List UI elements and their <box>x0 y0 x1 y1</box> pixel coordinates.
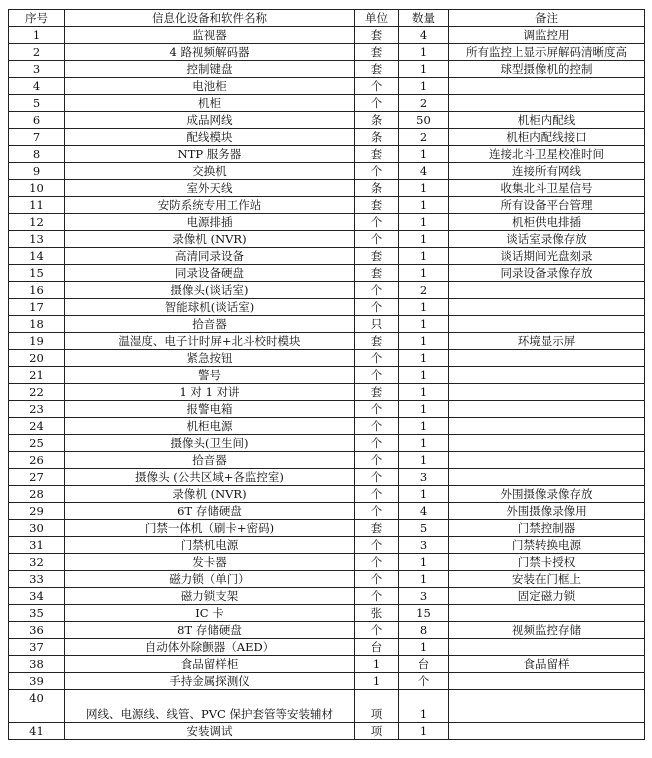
cell-name: 报警电箱 <box>65 401 355 418</box>
cell-quantity: 1 <box>399 214 449 231</box>
cell-index: 24 <box>9 418 65 435</box>
cell-name: 安装调试 <box>65 723 355 740</box>
cell-remarks: 收集北斗卫星信号 <box>449 180 645 197</box>
cell-unit: 套 <box>355 333 399 350</box>
table-row <box>9 605 645 622</box>
cell-quantity: 1 <box>399 723 449 740</box>
cell-unit: 个 <box>355 231 399 248</box>
cell-index: 30 <box>9 520 65 537</box>
cell-index: 13 <box>9 231 65 248</box>
cell-remarks: 食品留样 <box>449 656 645 673</box>
cell-remarks <box>449 723 645 740</box>
cell-quantity: 3 <box>399 588 449 605</box>
cell-unit: 个 <box>355 503 399 520</box>
cell-index: 1 <box>9 27 65 44</box>
cell-name: NTP 服务器 <box>65 146 355 163</box>
cell-unit: 个 <box>355 367 399 384</box>
cell-remarks: 机柜内配线接口 <box>449 129 645 146</box>
cell-unit: 个 <box>355 622 399 639</box>
cell-index: 16 <box>9 282 65 299</box>
cell-remarks <box>449 299 645 316</box>
cell-index: 31 <box>9 537 65 554</box>
table-row <box>9 265 645 282</box>
cell-quantity: 1 <box>399 265 449 282</box>
cell-quantity: 1 <box>399 571 449 588</box>
cell-quantity: 1 <box>399 435 449 452</box>
cell-unit: 条 <box>355 180 399 197</box>
cell-remarks: 谈话期间光盘刻录 <box>449 248 645 265</box>
cell-index: 37 <box>9 639 65 656</box>
cell-quantity: 1 <box>399 316 449 333</box>
cell-remarks <box>449 469 645 486</box>
cell-remarks <box>449 639 645 656</box>
cell-index: 19 <box>9 333 65 350</box>
cell-index: 3 <box>9 61 65 78</box>
cell-unit: 个 <box>355 469 399 486</box>
cell-index: 26 <box>9 452 65 469</box>
cell-unit: 1 <box>355 656 399 673</box>
cell-name: 自动体外除颤器（AED） <box>65 639 355 656</box>
table-row <box>9 401 645 418</box>
cell-name: 拾音器 <box>65 316 355 333</box>
table-row <box>9 469 645 486</box>
cell-quantity: 4 <box>399 27 449 44</box>
cell-quantity: 1 <box>399 180 449 197</box>
cell-unit: 个 <box>355 571 399 588</box>
cell-remarks: 固定磁力锁 <box>449 588 645 605</box>
table-row <box>9 690 645 723</box>
cell-unit: 个 <box>355 588 399 605</box>
cell-remarks: 门禁卡授权 <box>449 554 645 571</box>
table-row <box>9 639 645 656</box>
cell-unit: 套 <box>355 146 399 163</box>
cell-index: 18 <box>9 316 65 333</box>
cell-unit: 套 <box>355 520 399 537</box>
table-row <box>9 622 645 639</box>
cell-index: 36 <box>9 622 65 639</box>
cell-quantity: 1 <box>399 384 449 401</box>
cell-remarks: 机柜供电排插 <box>449 214 645 231</box>
cell-quantity: 4 <box>399 163 449 180</box>
cell-unit: 条 <box>355 129 399 146</box>
cell-unit: 个 <box>355 537 399 554</box>
cell-quantity: 2 <box>399 129 449 146</box>
cell-index: 17 <box>9 299 65 316</box>
table-row <box>9 299 645 316</box>
cell-index: 6 <box>9 112 65 129</box>
cell-name: 电池柜 <box>65 78 355 95</box>
cell-name: 食品留样柜 <box>65 656 355 673</box>
cell-quantity: 3 <box>399 537 449 554</box>
cell-unit: 项 <box>355 723 399 740</box>
table-row <box>9 588 645 605</box>
cell-remarks <box>449 435 645 452</box>
cell-remarks <box>449 401 645 418</box>
cell-quantity: 个 <box>399 673 449 690</box>
cell-index: 41 <box>9 723 65 740</box>
cell-remarks: 球型摄像机的控制 <box>449 61 645 78</box>
cell-name: 网线、电源线、线管、PVC 保护套管等安装辅材 <box>65 690 355 723</box>
cell-quantity: 1 <box>399 248 449 265</box>
table-row <box>9 146 645 163</box>
table-row <box>9 418 645 435</box>
cell-name: 发卡器 <box>65 554 355 571</box>
cell-remarks <box>449 316 645 333</box>
table-row <box>9 44 645 61</box>
cell-index: 14 <box>9 248 65 265</box>
header-quantity: 数量 <box>399 10 449 27</box>
table-row <box>9 554 645 571</box>
table-row <box>9 316 645 333</box>
cell-quantity: 2 <box>399 282 449 299</box>
cell-name: 警号 <box>65 367 355 384</box>
cell-unit: 个 <box>355 418 399 435</box>
cell-quantity: 5 <box>399 520 449 537</box>
cell-remarks: 安装在门框上 <box>449 571 645 588</box>
cell-remarks: 所有设备平台管理 <box>449 197 645 214</box>
cell-quantity: 2 <box>399 95 449 112</box>
cell-name: 电源排插 <box>65 214 355 231</box>
cell-remarks <box>449 367 645 384</box>
cell-index: 5 <box>9 95 65 112</box>
cell-quantity: 1 <box>399 44 449 61</box>
cell-index: 38 <box>9 656 65 673</box>
cell-index: 15 <box>9 265 65 282</box>
cell-unit: 张 <box>355 605 399 622</box>
cell-quantity: 1 <box>399 231 449 248</box>
cell-name: 1 对 1 对讲 <box>65 384 355 401</box>
cell-index: 4 <box>9 78 65 95</box>
cell-quantity: 4 <box>399 503 449 520</box>
cell-quantity: 1 <box>399 418 449 435</box>
cell-name: 机柜 <box>65 95 355 112</box>
cell-name: 控制键盘 <box>65 61 355 78</box>
table-row <box>9 282 645 299</box>
cell-unit: 套 <box>355 61 399 78</box>
cell-remarks: 谈话室录像存放 <box>449 231 645 248</box>
cell-name: 录像机 (NVR) <box>65 231 355 248</box>
table-row <box>9 27 645 44</box>
cell-index: 7 <box>9 129 65 146</box>
cell-name: 成品网线 <box>65 112 355 129</box>
cell-remarks: 外围摄像录像用 <box>449 503 645 520</box>
cell-unit: 个 <box>355 163 399 180</box>
table-row <box>9 571 645 588</box>
cell-remarks <box>449 605 645 622</box>
table-row <box>9 486 645 503</box>
cell-remarks: 同录设备录像存放 <box>449 265 645 282</box>
cell-remarks <box>449 690 645 723</box>
cell-remarks <box>449 350 645 367</box>
cell-quantity: 1 <box>399 350 449 367</box>
cell-unit: 套 <box>355 248 399 265</box>
table-row <box>9 537 645 554</box>
cell-name: 6T 存储硬盘 <box>65 503 355 520</box>
cell-unit: 1 <box>355 673 399 690</box>
cell-remarks: 环境显示屏 <box>449 333 645 350</box>
cell-remarks <box>449 95 645 112</box>
cell-name: 摄像头(谈话室) <box>65 282 355 299</box>
cell-name: 紧急按钮 <box>65 350 355 367</box>
cell-index: 8 <box>9 146 65 163</box>
cell-unit: 套 <box>355 44 399 61</box>
cell-name: 机柜电源 <box>65 418 355 435</box>
cell-unit: 条 <box>355 112 399 129</box>
cell-unit: 个 <box>355 78 399 95</box>
cell-index: 40 <box>9 690 65 723</box>
table-row <box>9 163 645 180</box>
cell-remarks: 调监控用 <box>449 27 645 44</box>
cell-remarks <box>449 418 645 435</box>
cell-remarks <box>449 282 645 299</box>
cell-name: 4 路视频解码器 <box>65 44 355 61</box>
table-row <box>9 231 645 248</box>
header-index: 序号 <box>9 10 65 27</box>
equipment-table <box>8 9 645 740</box>
table-row <box>9 350 645 367</box>
cell-name: 同录设备硬盘 <box>65 265 355 282</box>
table-row <box>9 435 645 452</box>
cell-unit: 个 <box>355 435 399 452</box>
cell-name: 高清同录设备 <box>65 248 355 265</box>
cell-index: 10 <box>9 180 65 197</box>
cell-quantity: 台 <box>399 656 449 673</box>
header-name: 信息化设备和软件名称 <box>65 10 355 27</box>
cell-name: 室外天线 <box>65 180 355 197</box>
cell-quantity: 1 <box>399 78 449 95</box>
header-remarks: 备注 <box>449 10 645 27</box>
cell-unit: 个 <box>355 350 399 367</box>
cell-remarks: 门禁转换电源 <box>449 537 645 554</box>
cell-quantity: 1 <box>399 333 449 350</box>
table-row <box>9 503 645 520</box>
cell-unit: 项 <box>355 690 399 723</box>
cell-index: 23 <box>9 401 65 418</box>
cell-index: 9 <box>9 163 65 180</box>
cell-unit: 套 <box>355 197 399 214</box>
table-row <box>9 61 645 78</box>
cell-quantity: 50 <box>399 112 449 129</box>
cell-unit: 个 <box>355 452 399 469</box>
cell-name: 温湿度、电子计时屏+北斗校时模块 <box>65 333 355 350</box>
table-row <box>9 673 645 690</box>
cell-index: 34 <box>9 588 65 605</box>
cell-name: IC 卡 <box>65 605 355 622</box>
cell-name: 配线模块 <box>65 129 355 146</box>
table-row <box>9 197 645 214</box>
cell-index: 35 <box>9 605 65 622</box>
cell-name: 录像机 (NVR) <box>65 486 355 503</box>
cell-name: 智能球机(谈话室) <box>65 299 355 316</box>
cell-name: 磁力锁支架 <box>65 588 355 605</box>
cell-remarks: 所有监控上显示屏解码清晰度高 <box>449 44 645 61</box>
cell-name: 门禁一体机（刷卡+密码) <box>65 520 355 537</box>
cell-unit: 只 <box>355 316 399 333</box>
cell-remarks <box>449 452 645 469</box>
cell-remarks: 视频监控存储 <box>449 622 645 639</box>
cell-quantity: 1 <box>399 554 449 571</box>
cell-name: 8T 存储硬盘 <box>65 622 355 639</box>
cell-index: 21 <box>9 367 65 384</box>
header-unit: 单位 <box>355 10 399 27</box>
cell-remarks: 外围摄像录像存放 <box>449 486 645 503</box>
table-row <box>9 112 645 129</box>
cell-unit: 个 <box>355 214 399 231</box>
table-row <box>9 129 645 146</box>
table-row <box>9 78 645 95</box>
cell-unit: 套 <box>355 265 399 282</box>
cell-quantity: 1 <box>399 452 449 469</box>
cell-quantity: 15 <box>399 605 449 622</box>
cell-index: 29 <box>9 503 65 520</box>
cell-unit: 套 <box>355 384 399 401</box>
table-row <box>9 723 645 740</box>
cell-index: 32 <box>9 554 65 571</box>
cell-index: 39 <box>9 673 65 690</box>
cell-unit: 套 <box>355 27 399 44</box>
cell-quantity: 1 <box>399 486 449 503</box>
cell-name: 手持金属探测仪 <box>65 673 355 690</box>
table-row <box>9 95 645 112</box>
cell-unit: 个 <box>355 95 399 112</box>
cell-name: 拾音器 <box>65 452 355 469</box>
cell-name: 摄像头(卫生间) <box>65 435 355 452</box>
cell-index: 12 <box>9 214 65 231</box>
cell-index: 25 <box>9 435 65 452</box>
cell-remarks <box>449 384 645 401</box>
table-row <box>9 248 645 265</box>
cell-quantity: 1 <box>399 367 449 384</box>
cell-quantity: 1 <box>399 61 449 78</box>
table-row <box>9 384 645 401</box>
cell-remarks: 机柜内配线 <box>449 112 645 129</box>
cell-quantity: 1 <box>399 197 449 214</box>
table-row <box>9 214 645 231</box>
cell-name: 门禁机电源 <box>65 537 355 554</box>
cell-remarks: 连接北斗卫星校准时间 <box>449 146 645 163</box>
cell-index: 22 <box>9 384 65 401</box>
cell-quantity: 1 <box>399 299 449 316</box>
cell-quantity: 1 <box>399 146 449 163</box>
table-row <box>9 656 645 673</box>
cell-quantity: 1 <box>399 639 449 656</box>
cell-index: 33 <box>9 571 65 588</box>
cell-quantity: 1 <box>399 401 449 418</box>
cell-index: 2 <box>9 44 65 61</box>
table-body <box>9 27 645 740</box>
cell-index: 28 <box>9 486 65 503</box>
cell-quantity: 8 <box>399 622 449 639</box>
cell-remarks <box>449 673 645 690</box>
cell-index: 20 <box>9 350 65 367</box>
table-row <box>9 180 645 197</box>
cell-remarks: 门禁控制器 <box>449 520 645 537</box>
cell-unit: 个 <box>355 401 399 418</box>
cell-unit: 个 <box>355 486 399 503</box>
cell-unit: 个 <box>355 282 399 299</box>
table-row <box>9 452 645 469</box>
cell-unit: 台 <box>355 639 399 656</box>
cell-remarks: 连接所有网线 <box>449 163 645 180</box>
table-row <box>9 333 645 350</box>
cell-unit: 个 <box>355 299 399 316</box>
table-row <box>9 367 645 384</box>
cell-unit: 个 <box>355 554 399 571</box>
table-header-row <box>9 10 645 27</box>
cell-index: 27 <box>9 469 65 486</box>
cell-name: 磁力锁（单门） <box>65 571 355 588</box>
cell-name: 监视器 <box>65 27 355 44</box>
cell-quantity: 1 <box>399 690 449 723</box>
cell-quantity: 3 <box>399 469 449 486</box>
cell-index: 11 <box>9 197 65 214</box>
cell-remarks <box>449 78 645 95</box>
cell-name: 交换机 <box>65 163 355 180</box>
cell-name: 安防系统专用工作站 <box>65 197 355 214</box>
cell-name: 摄像头 (公共区域+各监控室) <box>65 469 355 486</box>
table-row <box>9 520 645 537</box>
